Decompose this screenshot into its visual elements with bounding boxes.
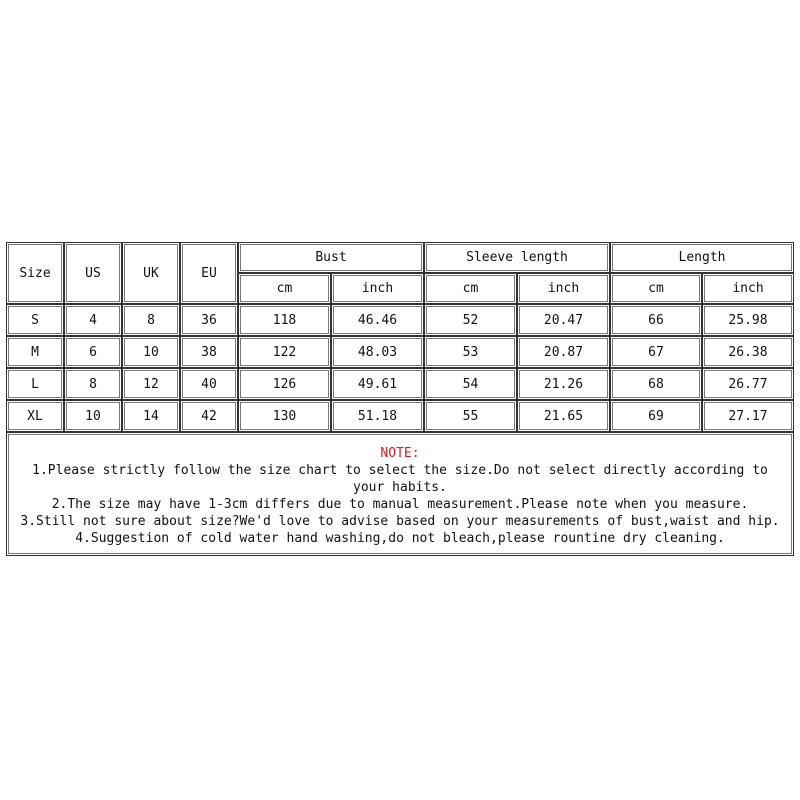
table-cell: 53 bbox=[424, 336, 517, 368]
table-cell: 52 bbox=[424, 304, 517, 336]
table-cell: 42 bbox=[180, 400, 238, 432]
subheader-length-inch: inch bbox=[702, 273, 794, 304]
header-eu: EU bbox=[180, 242, 238, 304]
table-cell: 130 bbox=[238, 400, 331, 432]
table-cell: 14 bbox=[122, 400, 180, 432]
subheader-bust-cm: cm bbox=[238, 273, 331, 304]
table-cell: 126 bbox=[238, 368, 331, 400]
table-cell: 38 bbox=[180, 336, 238, 368]
table-cell: 49.61 bbox=[331, 368, 424, 400]
subheader-length-cm: cm bbox=[610, 273, 702, 304]
table-cell: 21.65 bbox=[517, 400, 610, 432]
table-cell: L bbox=[6, 368, 64, 400]
table-cell: 25.98 bbox=[702, 304, 794, 336]
table-cell: 8 bbox=[64, 368, 122, 400]
table-cell: 69 bbox=[610, 400, 702, 432]
table-cell: 40 bbox=[180, 368, 238, 400]
table-cell: 4 bbox=[64, 304, 122, 336]
notes-title: NOTE: bbox=[380, 446, 420, 461]
table-cell: 118 bbox=[238, 304, 331, 336]
table-cell: 122 bbox=[238, 336, 331, 368]
table-cell: 8 bbox=[122, 304, 180, 336]
note-line: 1.Please strictly follow the size chart to select the size.Do not select directly according to your habits. bbox=[32, 463, 768, 495]
note-line: 2.The size may have 1-3cm differs due to manual measurement.Please note when you measure. bbox=[51, 497, 749, 512]
table-cell: 66 bbox=[610, 304, 702, 336]
subheader-sleeve-cm: cm bbox=[424, 273, 517, 304]
header-length: Length bbox=[610, 242, 794, 273]
table-cell: 20.47 bbox=[517, 304, 610, 336]
table-cell: 68 bbox=[610, 368, 702, 400]
table-cell: 55 bbox=[424, 400, 517, 432]
table-cell: S bbox=[6, 304, 64, 336]
table-cell: 26.77 bbox=[702, 368, 794, 400]
header-sleeve-length: Sleeve length bbox=[424, 242, 610, 273]
table-cell: 36 bbox=[180, 304, 238, 336]
table-cell: 51.18 bbox=[331, 400, 424, 432]
table-cell: 10 bbox=[122, 336, 180, 368]
table-cell: 46.46 bbox=[331, 304, 424, 336]
table-cell: 27.17 bbox=[702, 400, 794, 432]
subheader-sleeve-inch: inch bbox=[517, 273, 610, 304]
table-cell: 54 bbox=[424, 368, 517, 400]
note-line: 4.Suggestion of cold water hand washing,do not bleach,please rountine dry cleaning. bbox=[75, 531, 725, 546]
table-cell: XL bbox=[6, 400, 64, 432]
subheader-bust-inch: inch bbox=[331, 273, 424, 304]
table-cell: 6 bbox=[64, 336, 122, 368]
table-cell: 10 bbox=[64, 400, 122, 432]
header-bust: Bust bbox=[238, 242, 424, 273]
notes-box bbox=[6, 432, 794, 556]
note-line: 3.Still not sure about size?We'd love to advise based on your measurements of bust,waist and hip. bbox=[20, 514, 780, 529]
size-chart bbox=[6, 242, 794, 556]
table-cell: 26.38 bbox=[702, 336, 794, 368]
table-cell: 12 bbox=[122, 368, 180, 400]
table-cell: 20.87 bbox=[517, 336, 610, 368]
header-size: Size bbox=[6, 242, 64, 304]
table-cell: 48.03 bbox=[331, 336, 424, 368]
header-uk: UK bbox=[122, 242, 180, 304]
table-cell: M bbox=[6, 336, 64, 368]
table-cell: 21.26 bbox=[517, 368, 610, 400]
header-us: US bbox=[64, 242, 122, 304]
table-cell: 67 bbox=[610, 336, 702, 368]
